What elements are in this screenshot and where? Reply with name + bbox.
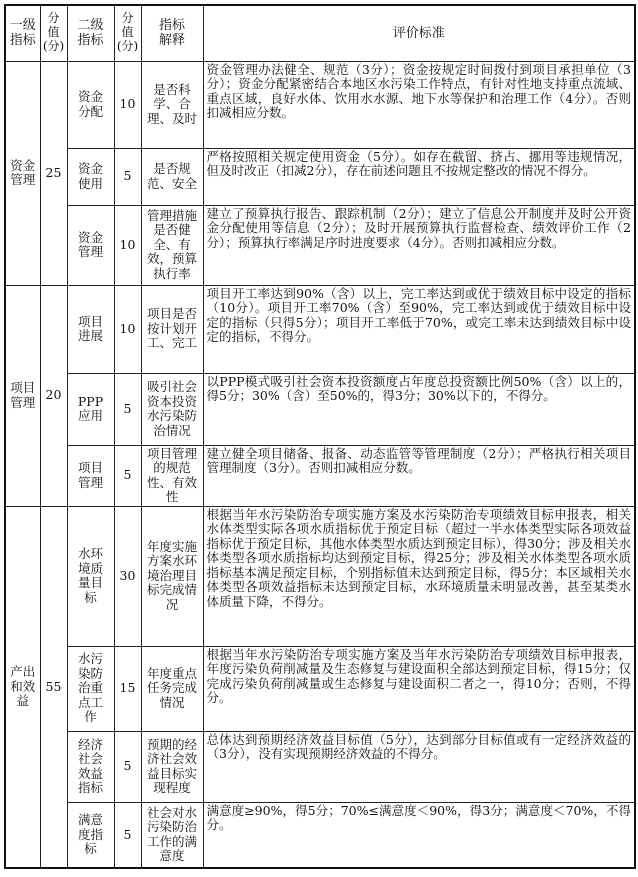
sub-indicator: 资金 分配 — [67, 61, 114, 148]
sub-indicator: 资金 管理 — [67, 205, 114, 285]
sub-score: 5 — [114, 148, 141, 205]
indicator-explain: 管理措施是否健全、有效，预算执行率 — [141, 205, 203, 285]
indicator-explain: 预期的经济社会效益目标实现程度 — [141, 731, 203, 802]
header-score2: 分 值 (分) — [114, 5, 141, 61]
sub-indicator: 资金 使用 — [67, 148, 114, 205]
evaluation-standard: 建立健全项目储备、报备、动态监管等管理制度（2分）；严格执行相关项目管理制度（3分）。否则扣减相应分数。 — [203, 445, 635, 506]
header-row — [5, 5, 635, 61]
evaluation-standard: 总体达到预期经济效益目标值（5分），达到部分目标值或有一定经济效益的（3分），没有实现预期经济效益的不得分。 — [203, 731, 635, 802]
group-name: 项目 管理 — [5, 285, 40, 506]
evaluation-standard: 根据当年水污染防治专项实施方案及当年水污染防治专项绩效目标申报表，年度污染负荷削减量及生态修复与建设面积全部达到预定目标，得15分；仅完成污染负荷削减量或生态修复与建设面积二者之一，得10分；否则，不得分。 — [203, 646, 635, 731]
indicator-explain: 吸引社会资本投资水污染防治情况 — [141, 373, 203, 445]
table-row — [5, 445, 635, 506]
sub-score: 5 — [114, 802, 141, 868]
sub-score: 30 — [114, 506, 141, 646]
indicator-explain: 年度实施方案水环境治理目标完成情况 — [141, 506, 203, 646]
sub-indicator: 水环 境质 量目 标 — [67, 506, 114, 646]
table-row — [5, 61, 635, 148]
sub-indicator: 项目 管理 — [67, 445, 114, 506]
header-score1: 分 值 (分) — [40, 5, 67, 61]
indicator-explain: 年度重点任务完成情况 — [141, 646, 203, 731]
sub-score: 10 — [114, 205, 141, 285]
group-score: 20 — [40, 285, 67, 506]
sub-score: 10 — [114, 285, 141, 373]
table-row — [5, 285, 635, 373]
evaluation-standard: 资金管理办法健全、规范（3分）；资金按规定时间拨付到项目承担单位（3分）；资金分配紧密结合本地区水污染工作特点，有针对性地支持重点流域、重点区域，良好水体、饮用水水源、地下水等保护和治理工作（4分）。否则扣减相应分数。 — [203, 61, 635, 148]
group-name: 产出 和效 益 — [5, 506, 40, 868]
evaluation-standard: 项目开工率达到90%（含）以上，完工率达到或优于绩效目标中设定的指标（10分）。项目开工率70%（含）至90%，完工率达到或优于绩效目标中设定的指标（只得5分）；项目开工率低于70%，或完工率未达到绩效目标中设定的指标，不得分。 — [203, 285, 635, 373]
evaluation-standard: 严格按照相关规定使用资金（5分）。如存在截留、挤占、挪用等违规情况，但及时改正（扣减2分），存在前述问题且不按规定整改的情况不得分。 — [203, 148, 635, 205]
table-row — [5, 148, 635, 205]
evaluation-standard: 根据当年水污染防治专项实施方案及水污染防治专项绩效目标申报表，相关水体类型实际各项水质指标优于预定目标（超过一半水体类型实际各项效益指标优于预定目标，其他水体类型水质达到预定目标），得30分；涉及相关水体类型各项水质指标均达到预定目标，得25分；涉及相关水体类型各项水质指标基本满足预定目标，个别指标值未达到预定目标，得5分；本区域相关水体类型各项效益指标未达到预定目标，水环境质量未明显改善，甚至某类水体质量下降，不得分。 — [203, 506, 635, 646]
table-row — [5, 506, 635, 646]
indicator-explain: 项目管理的规范性、有效性 — [141, 445, 203, 506]
indicator-explain: 是否规范、安全 — [141, 148, 203, 205]
table-row — [5, 373, 635, 445]
group-score: 55 — [40, 506, 67, 868]
header-explain: 指标 解释 — [141, 5, 203, 61]
evaluation-standard: 建立了预算执行报告、跟踪机制（2分）；建立了信息公开制度并及时公开资金分配使用等信息（2分）；及时开展预算执行监督检查、绩效评价工作（2分）；预算执行率满足序时进度要求（4分）。否则扣减相应分数。 — [203, 205, 635, 285]
indicator-explain: 是否科学、合理、及时 — [141, 61, 203, 148]
sub-score: 5 — [114, 373, 141, 445]
sub-indicator: 满意 度指 标 — [67, 802, 114, 868]
table-row — [5, 731, 635, 802]
header-level2: 二级 指标 — [67, 5, 114, 61]
sub-score: 5 — [114, 731, 141, 802]
group-name: 资金 管理 — [5, 61, 40, 285]
sub-indicator: 项目 进展 — [67, 285, 114, 373]
indicator-explain: 社会对水污染防治工作的满意度 — [141, 802, 203, 868]
header-standard: 评价标准 — [203, 5, 635, 61]
sub-indicator: 水污 染防 治重 点工 作 — [67, 646, 114, 731]
group-score: 25 — [40, 61, 67, 285]
indicator-explain: 项目是否按计划开工、完工 — [141, 285, 203, 373]
table-row — [5, 802, 635, 868]
sub-score: 5 — [114, 445, 141, 506]
evaluation-standard: 以PPP模式吸引社会资本投资额度占年度总投资额比例50%（含）以上的，得5分；30%（含）至50%的，得3分；30%以下的，不得分。 — [203, 373, 635, 445]
table-row — [5, 205, 635, 285]
evaluation-table — [4, 4, 636, 869]
sub-indicator: PPP 应用 — [67, 373, 114, 445]
header-level1: 一级 指标 — [5, 5, 40, 61]
sub-score: 10 — [114, 61, 141, 148]
sub-indicator: 经济 社会 效益 指标 — [67, 731, 114, 802]
table-row — [5, 646, 635, 731]
evaluation-standard: 满意度≥90%，得5分；70%≤满意度＜90%，得3分；满意度＜70%，不得分。 — [203, 802, 635, 868]
sub-score: 15 — [114, 646, 141, 731]
